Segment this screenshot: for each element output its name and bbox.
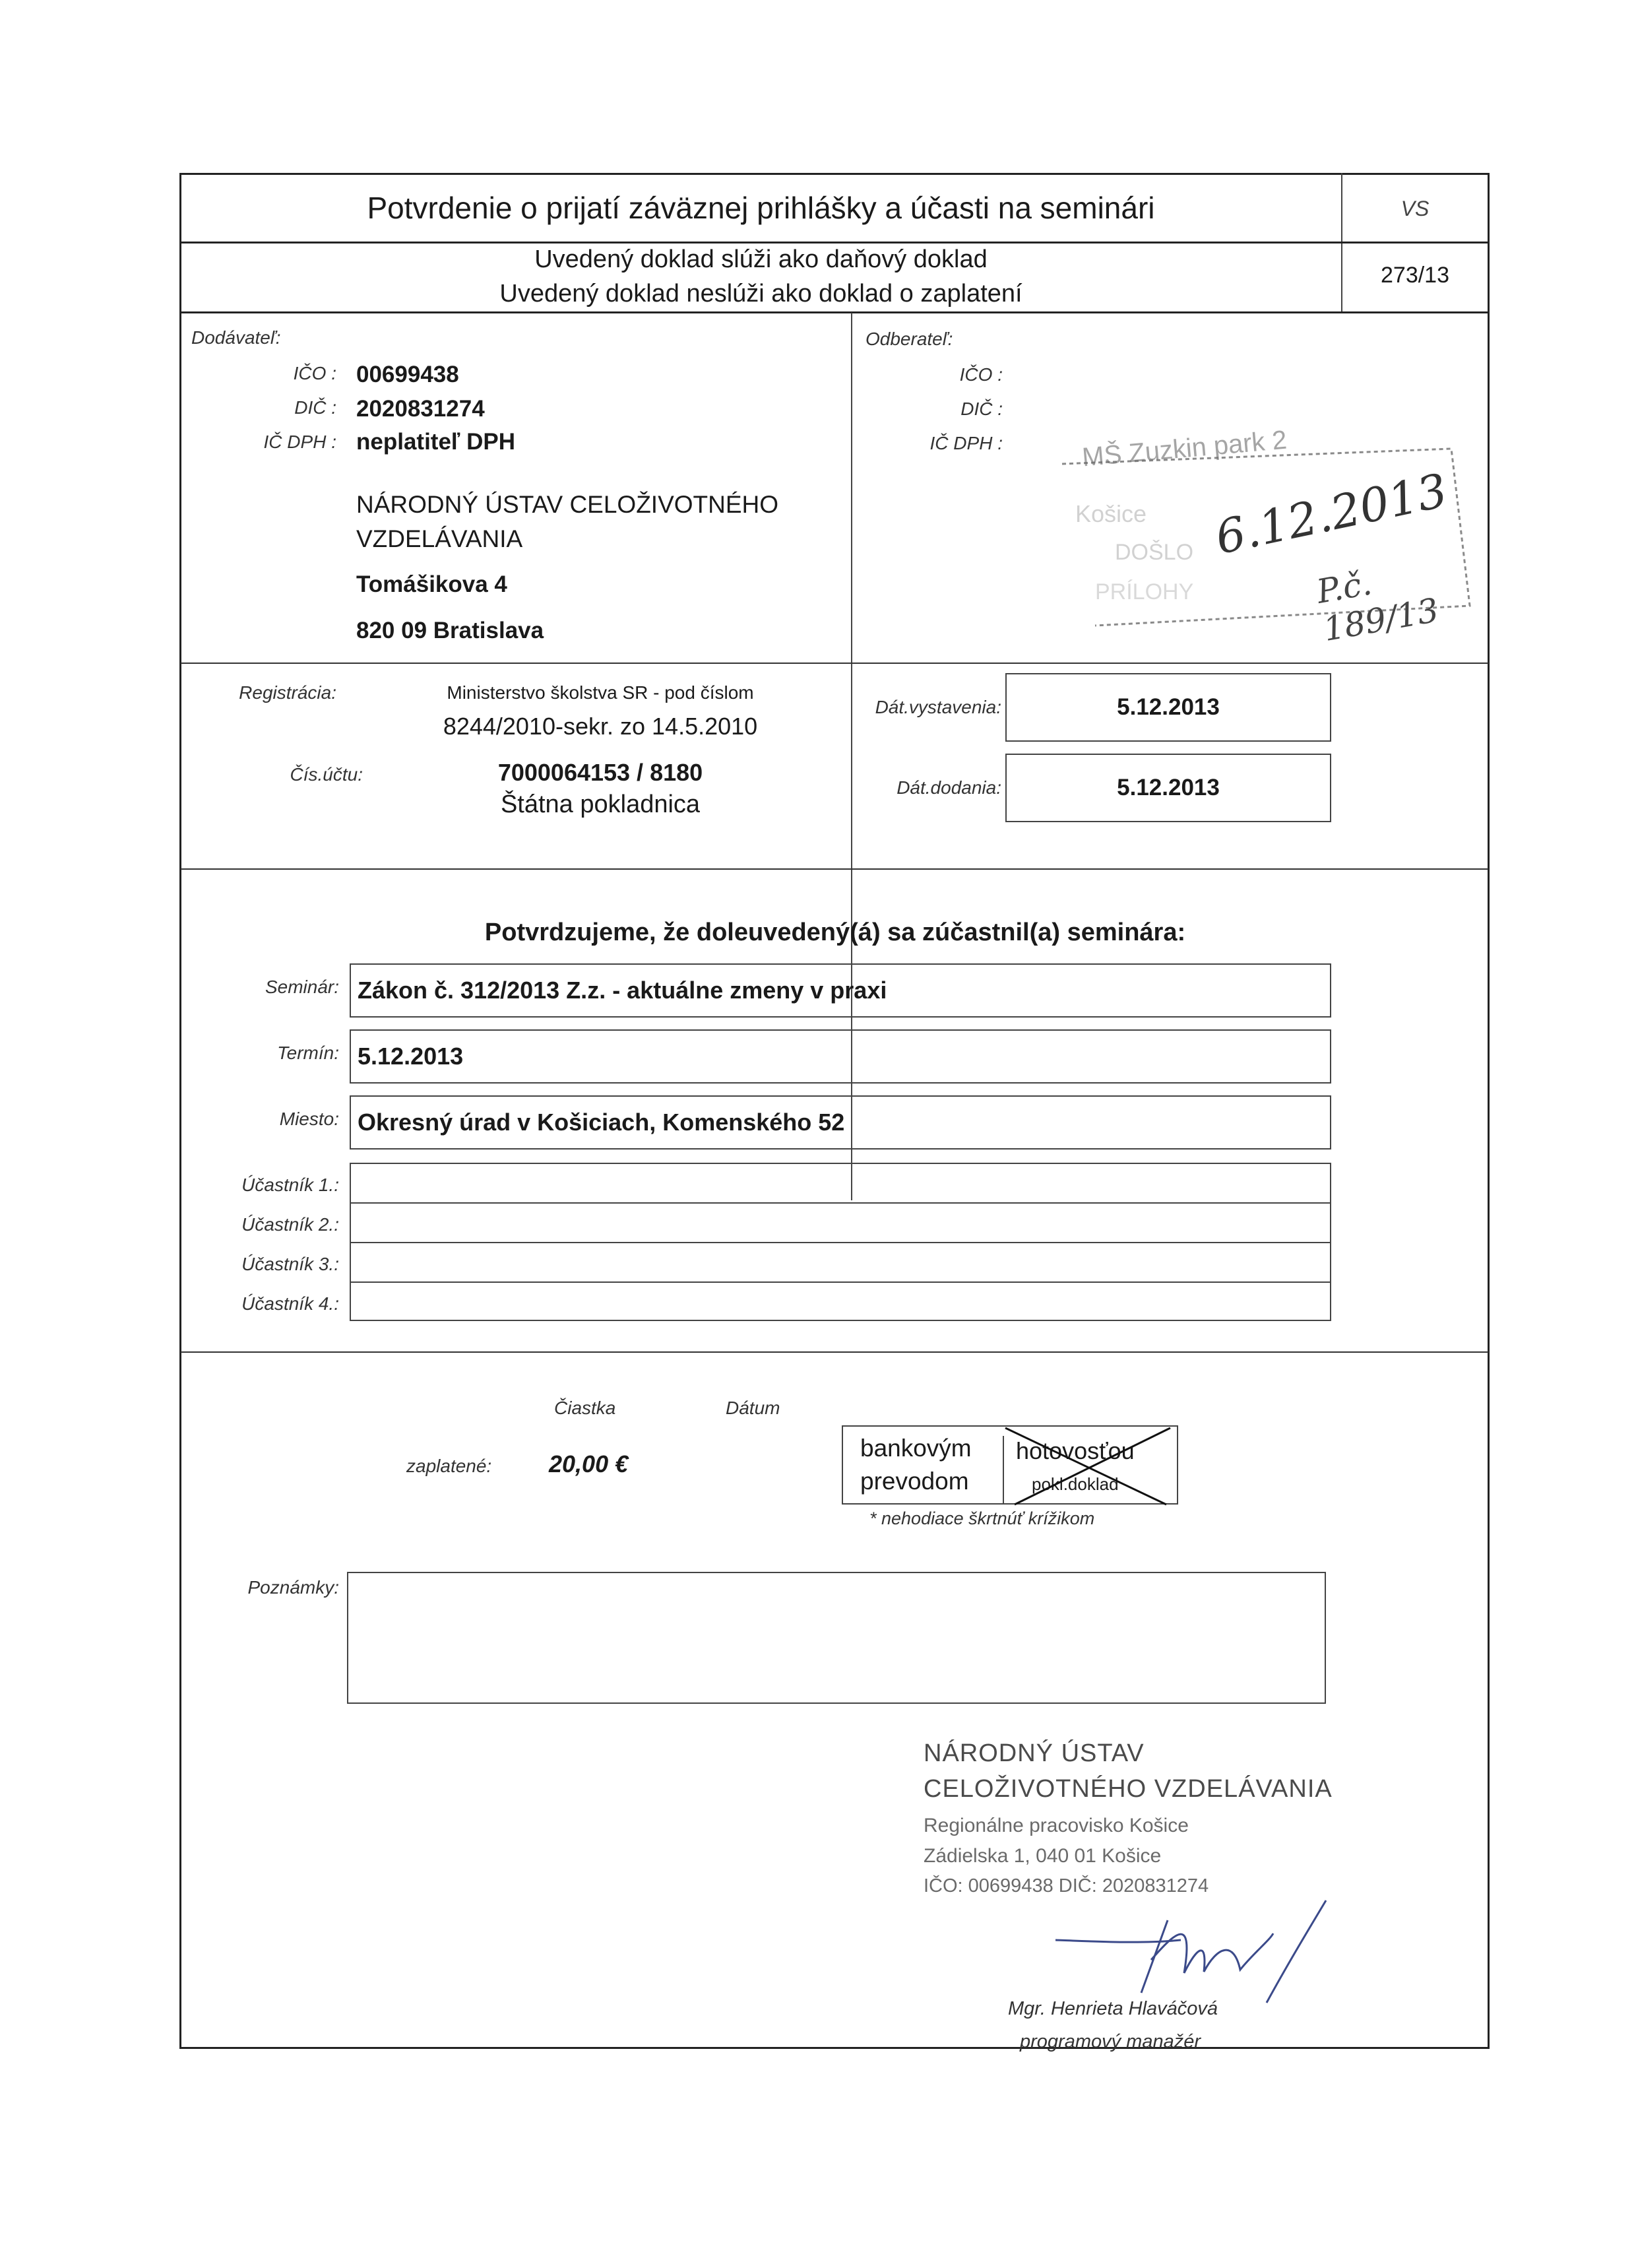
supplier-ico: 00699438 bbox=[356, 362, 459, 387]
account-label: Čís.účtu: bbox=[290, 764, 363, 785]
place-field: Okresný úrad v Košiciach, Komenského 52 bbox=[350, 1095, 1331, 1150]
vs-number: 273/13 bbox=[1381, 263, 1449, 288]
delivery-date: 5.12.2013 bbox=[1117, 775, 1220, 800]
participant-1-label: Účastník 1.: bbox=[241, 1175, 339, 1195]
bank-transfer-line1: bankovým bbox=[860, 1435, 972, 1462]
signatory-name: Mgr. Henrieta Hlaváčová bbox=[1008, 1998, 1218, 2019]
issue-date: 5.12.2013 bbox=[1117, 694, 1220, 720]
received-stamp-line3: DOŠLO bbox=[1115, 540, 1194, 565]
supplier-ico-label: IČO : bbox=[293, 363, 336, 383]
issuer-stamp-line4: Zádielska 1, 040 01 Košice bbox=[924, 1845, 1162, 1867]
payment-method-box bbox=[842, 1425, 1178, 1505]
supplier-icdph-label: IČ DPH : bbox=[263, 432, 336, 452]
account-rule bbox=[181, 868, 1488, 870]
participant-4-field[interactable] bbox=[351, 1283, 1330, 1320]
header-rule bbox=[181, 242, 1488, 243]
participant-1-field[interactable] bbox=[351, 1164, 1330, 1204]
received-stamp-number: P.č. 189/13 bbox=[1313, 564, 1442, 649]
participant-4-label: Účastník 4.: bbox=[241, 1293, 339, 1314]
seminar-heading: Potvrdzujeme, že doleuvedený(á) sa zúčastnil(a) seminára: bbox=[484, 919, 1186, 946]
notes-field[interactable] bbox=[347, 1572, 1326, 1704]
received-stamp-line1: MŠ Zuzkin park 2 bbox=[1081, 425, 1288, 472]
supplier-name-line1: NÁRODNÝ ÚSTAV CELOŽIVOTNÉHO bbox=[356, 491, 779, 518]
amount-header: Čiastka bbox=[554, 1398, 616, 1418]
term-label: Termín: bbox=[277, 1043, 339, 1063]
cash-line2: pokl.doklad bbox=[1032, 1474, 1119, 1494]
seminar-rule bbox=[181, 1351, 1488, 1353]
supplier-icdph: neplatiteľ DPH bbox=[356, 429, 516, 455]
vs-label: VS bbox=[1400, 197, 1430, 220]
issue-date-box bbox=[1005, 673, 1331, 742]
subtitle-not-payment: Uvedený doklad neslúži ako doklad o zaplatení bbox=[499, 280, 1022, 308]
paid-label: zaplatené: bbox=[406, 1456, 492, 1476]
participant-2-label: Účastník 2.: bbox=[241, 1214, 339, 1235]
delivery-date-box bbox=[1005, 754, 1331, 822]
bank-transfer-line2: prevodom bbox=[860, 1468, 969, 1495]
participant-2-field[interactable] bbox=[351, 1204, 1330, 1243]
supplier-dic-label: DIČ : bbox=[294, 397, 336, 418]
payment-note: * nehodiace škrtnúť krížikom bbox=[869, 1508, 1095, 1528]
account-bank: Štátna pokladnica bbox=[500, 791, 701, 818]
issuer-stamp-line5: IČO: 00699438 DIČ: 2020831274 bbox=[924, 1875, 1209, 1896]
participant-3-field[interactable] bbox=[351, 1243, 1330, 1283]
participant-3-label: Účastník 3.: bbox=[241, 1254, 339, 1274]
received-stamp-date: 6.12.2013 bbox=[1211, 463, 1452, 566]
notes-label: Poznámky: bbox=[247, 1577, 339, 1598]
registration-line1: Ministerstvo školstva SR - pod číslom bbox=[447, 682, 754, 703]
registration-label: Registrácia: bbox=[239, 682, 336, 703]
page-title: Potvrdenie o prijatí záväznej prihlášky a účasti na seminári bbox=[367, 191, 1155, 225]
issue-date-label: Dát.vystavenia: bbox=[875, 697, 1001, 717]
place-label: Miesto: bbox=[279, 1109, 339, 1129]
delivery-date-label: Dát.dodania: bbox=[897, 777, 1001, 798]
supplier-name-line2: VZDELÁVANIA bbox=[356, 525, 523, 552]
supplier-city: 820 09 Bratislava bbox=[356, 618, 544, 643]
supplier-street: Tomášikova 4 bbox=[356, 571, 507, 597]
participants-box bbox=[350, 1163, 1331, 1321]
subtitle-tax-document: Uvedený doklad slúži ako daňový doklad bbox=[534, 245, 988, 273]
customer-label: Odberateľ: bbox=[865, 329, 953, 349]
cash-line1: hotovosťou bbox=[1016, 1437, 1135, 1464]
customer-ico-label: IČO : bbox=[959, 364, 1003, 385]
received-stamp-line2: Košice bbox=[1075, 500, 1147, 527]
registration-line2: 8244/2010-sekr. zo 14.5.2010 bbox=[443, 713, 758, 740]
subtitle-rule bbox=[181, 311, 1488, 313]
paid-amount: 20,00 € bbox=[549, 1450, 629, 1477]
party-rule bbox=[181, 663, 1488, 664]
term-field: 5.12.2013 bbox=[350, 1029, 1331, 1084]
customer-icdph-label: IČ DPH : bbox=[929, 433, 1003, 453]
supplier-label: Dodávateľ: bbox=[191, 327, 281, 348]
received-stamp-line4: PRÍLOHY bbox=[1095, 579, 1194, 604]
account-number: 7000064153 / 8180 bbox=[497, 759, 703, 786]
issuer-stamp-line3: Regionálne pracovisko Košice bbox=[924, 1815, 1189, 1836]
date-header: Dátum bbox=[726, 1398, 780, 1418]
issuer-stamp-line1: NÁRODNÝ ÚSTAV bbox=[924, 1739, 1145, 1767]
supplier-dic: 2020831274 bbox=[356, 396, 485, 422]
cash-strike-cross bbox=[1001, 1427, 1180, 1506]
seminar-field: Zákon č. 312/2013 Z.z. - aktuálne zmeny v praxi bbox=[350, 963, 1331, 1018]
seminar-label: Seminár: bbox=[265, 977, 339, 997]
received-stamp bbox=[1055, 408, 1471, 649]
signatory-role: programový manažér bbox=[1020, 2031, 1201, 2052]
customer-dic-label: DIČ : bbox=[960, 399, 1003, 419]
issuer-stamp-line2: CELOŽIVOTNÉHO VZDELÁVANIA bbox=[924, 1775, 1333, 1803]
